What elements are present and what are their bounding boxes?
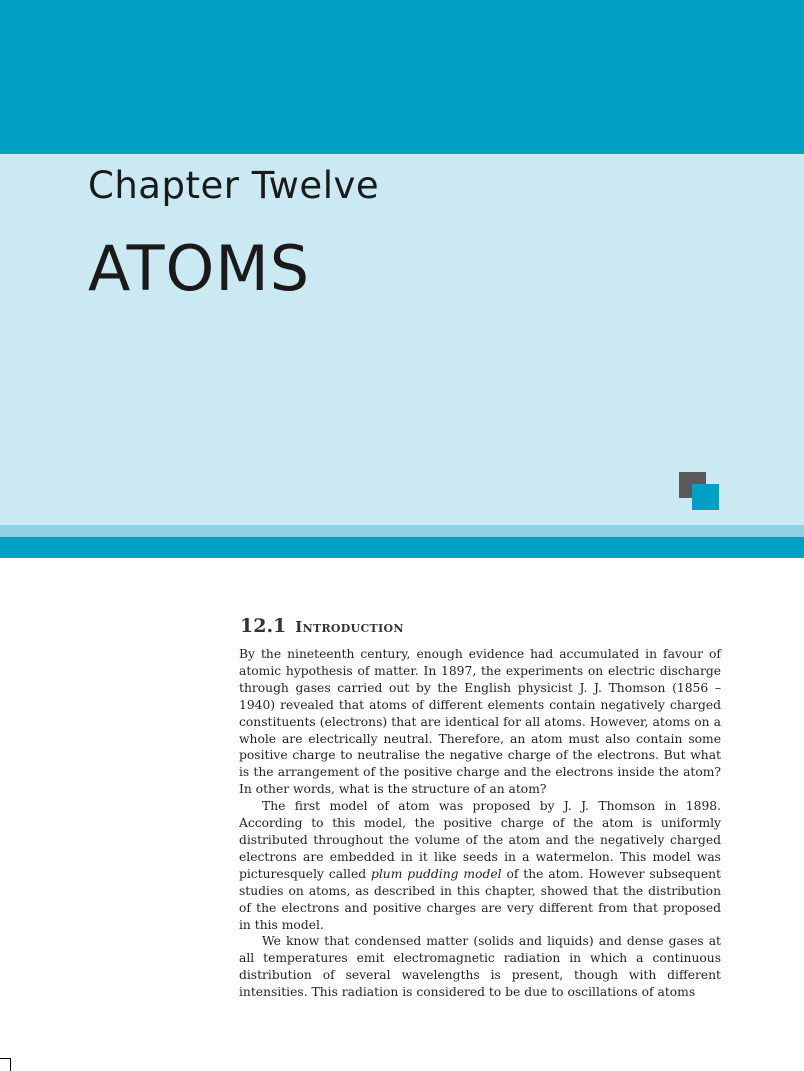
header-stripe-light [0, 525, 804, 537]
section-number: 12.1 [240, 615, 287, 637]
body-text [239, 646, 721, 1001]
chapter-title: ATOMS [88, 232, 311, 305]
chapter-title-panel [0, 154, 804, 525]
crop-mark [0, 1058, 11, 1071]
plum-pudding-model-term: plum pudding model [370, 866, 502, 881]
paragraph-2 [239, 798, 721, 933]
section-heading [240, 615, 404, 637]
paragraph-2-text-after: of the atom. However subsequent studies on atoms, as described in this chapter, showed that the distribution of the electrons and positive charges are very different from that proposed in this model. [239, 866, 721, 932]
decorative-square-blue [692, 484, 719, 510]
chapter-label: Chapter Twelve [88, 164, 380, 207]
header-stripe-dark [0, 537, 804, 558]
header-top-band [0, 0, 804, 154]
paragraph-3: We know that condensed matter (solids and liquids) and dense gases at all temperatures emit electromagnetic radiation in which a continuous distribution of several wavelengths is present, though with different intensities. This radiation is considered to be due to oscillations of atoms [239, 934, 721, 1000]
paragraph-2-text-before: The first model of atom was proposed by J. J. Thomson in 1898. According to this model, the positive charge of the atom is uniformly distributed throughout the volume of the atom and the negatively charged electrons are embedded in it like seeds in a watermelon. This model was picturesquely called [239, 799, 721, 881]
section-title: Introduction [295, 618, 404, 636]
paragraph-1: By the nineteenth century, enough evidence had accumulated in favour of atomic hypothesis of matter. In 1897, the experiments on electric discharge through gases carried out by the English physicist J. J. Thomson (1856 – 1940) revealed that atoms of different elements contain negatively charged constituents (electrons) that are identical for all atoms. However, atoms on a whole are electrically neutral. Therefore, an atom must also contain some positive charge to neutralise the negative charge of the electrons. But what is the arrangement of the positive charge and the electrons inside the atom? In other words, what is the structure of an atom? [239, 647, 721, 797]
